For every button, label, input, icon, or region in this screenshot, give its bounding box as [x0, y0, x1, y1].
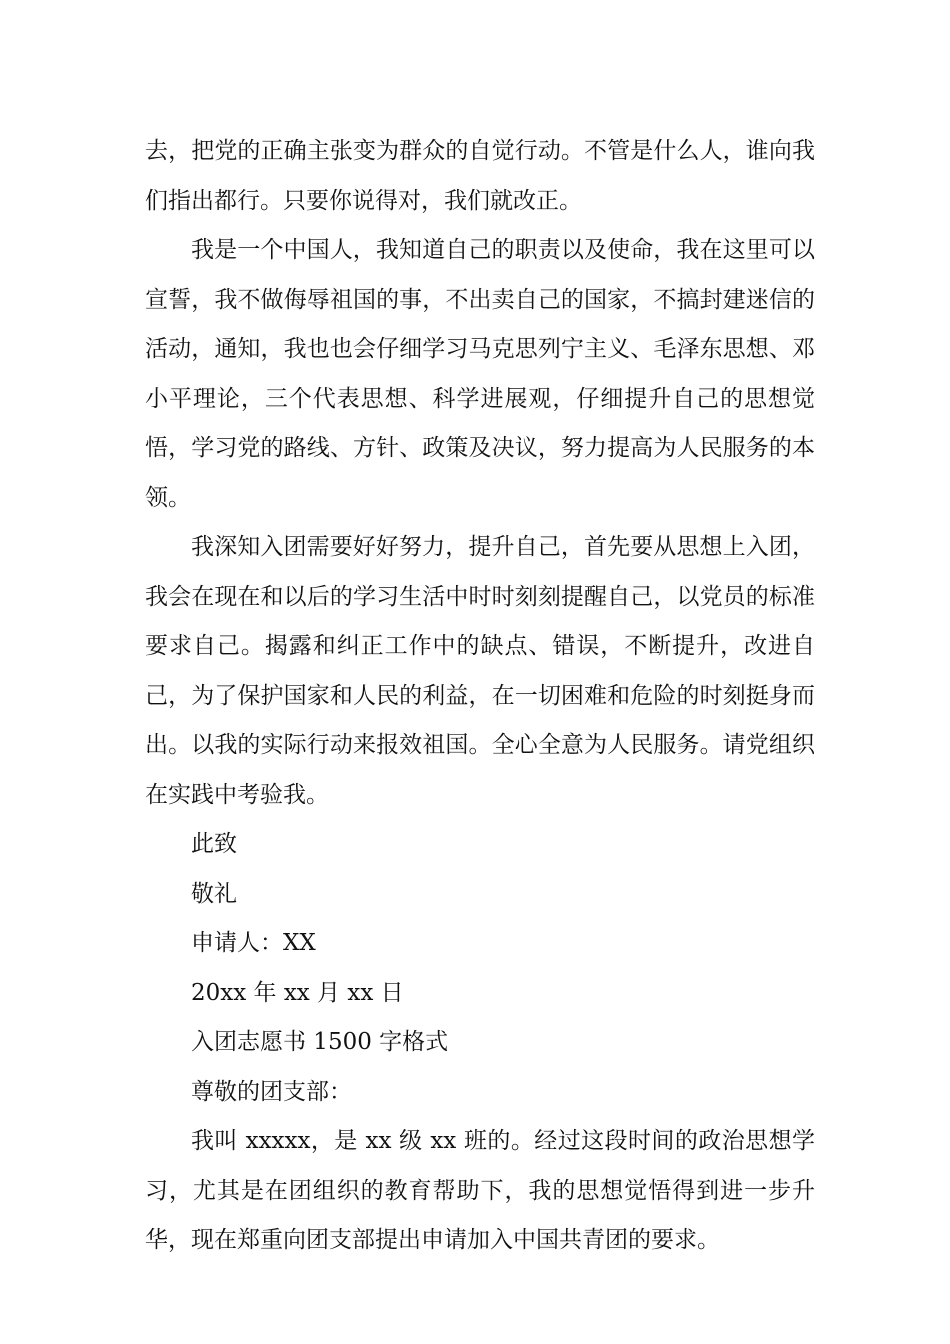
closing-salute: 敬礼: [191, 880, 237, 907]
paragraph-continued: 去，把党的正确主张变为群众的自觉行动。不管是什么人，谁向我们指出都行。只要你说得对，我们就改正。: [145, 138, 815, 214]
application-date: 20xx 年 xx 月 xx 日: [191, 979, 404, 1006]
document-body: [145, 127, 815, 1266]
section-title: 入团志愿书 1500 字格式: [191, 1029, 449, 1055]
closing-greeting: 此致: [191, 831, 237, 857]
applicant-signature: 申请人：XX: [191, 930, 316, 956]
salutation: 尊敬的团支部：: [191, 1078, 352, 1105]
paragraph-commitment: 我深知入团需要好好努力，提升自己，首先要从思想上入团，我会在现在和以后的学习生活中时时刻刻提醒自己，以党员的标准要求自己。揭露和纠正工作中的缺点、错误，不断提升，改进自己，为了保护国家和人民的利益，在一切困难和危险的时刻挺身而出。以我的实际行动来报效祖国。全心全意为人民服务。请党组织在实践中考验我。: [145, 534, 815, 808]
paragraph-introduction: 我叫 xxxxx，是 xx 级 xx 班的。经过这段时间的政治思想学习，尤其是在团组织的教育帮助下，我的思想觉悟得到进一步升华，现在郑重向团支部提出申请加入中国共青团的要求。: [145, 1128, 815, 1253]
paragraph-oath: 我是一个中国人，我知道自己的职责以及使命，我在这里可以宣誓，我不做侮辱祖国的事，不出卖自己的国家，不搞封建迷信的活动，通知，我也也会仔细学习马克思列宁主义、毛泽东思想、邓小平理论，三个代表思想、科学进展观，仔细提升自己的思想觉悟，学习党的路线、方针、政策及决议，努力提高为人民服务的本领。: [145, 237, 815, 511]
